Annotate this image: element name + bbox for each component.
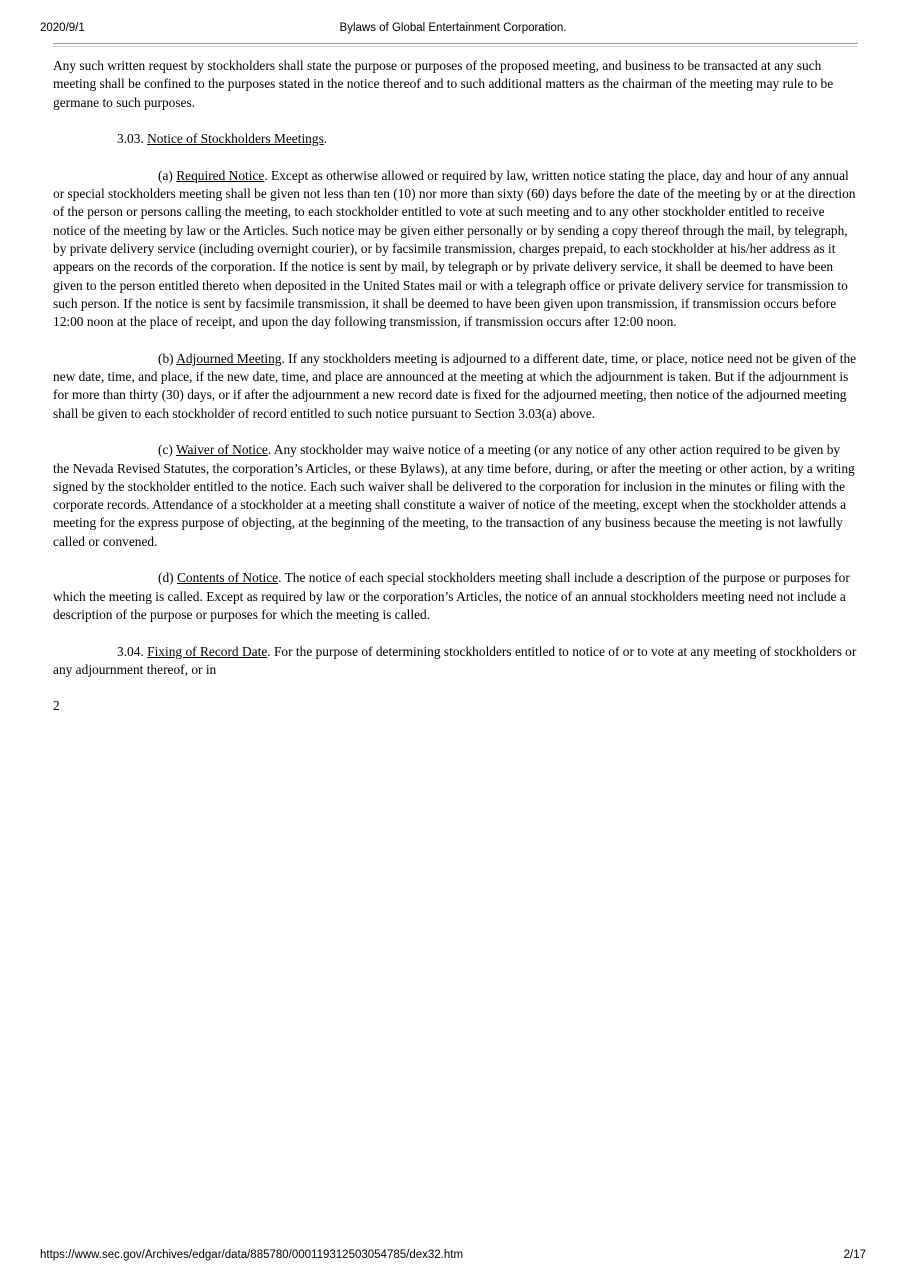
page-number: 2 [53,698,60,714]
document-body [53,57,859,734]
section-3-04-fixing-record-date [53,643,859,680]
section-title-end: . [323,131,328,147]
intro-paragraph: Any such written request by stockholders shall state the purpose or purposes of the proposed meeting, and business to be transacted at any such meeting shall be confined to the purposes stated in the notice thereof and to such additional matters as the chairman of the meeting may rule to be germane to such purposes. [53,58,834,110]
subsection-title: Waiver of Notice [175,442,268,458]
subsection-title: Contents of Notice [176,570,279,586]
subsection-text: . Except as otherwise allowed or required by law, written notice stating the place, day and hour of any annual or special stockholders meeting shall be given not less than ten (10) nor more than sixty (60) days before the date of the meeting by or at the direction of the person or persons calling the meeting, to each stockholder entitled to vote at such meeting and to any other stockholder entitled to receive notice of the meeting by law or the Articles. Such notice may be given either personally or by sending a copy thereof through the mail, by telegraph, by private delivery service (including overnight courier), or by facsimile transmission, charges prepaid, to each stockholder at his/her address as it appears on the records of the corporation. If the notice is sent by mail, by telegraph or by private delivery service, it shall be deemed to have been given to the person entitled thereto when deposited in the United States mail or with a telegraph office or private delivery service for transmission to such person. If the notice is sent by facsimile transmission, it shall be deemed to have been given upon transmission, if transmission occurs before 12:00 noon at the place of receipt, and upon the day following transmission, if transmission occurs after 12:00 noon. [53,167,856,330]
subsection-label: (b) [158,350,177,366]
subsection-title: Required Notice [176,167,265,183]
source-url: https://www.sec.gov/Archives/edgar/data/885780/000119312503054785/dex32.htm [40,1249,464,1261]
subsection-a-required-notice [53,167,859,332]
document-title: Bylaws of Global Entertainment Corporation. [339,22,567,34]
section-title: Fixing of Record Date [147,643,268,659]
subsection-d-contents-of-notice [53,569,859,624]
section-number: 3.04. [117,643,148,659]
subsection-text: . If any stockholders meeting is adjourned to a different date, time, or place, notice need not be given of the new date, time, and place, if the new date, time, and place are announced at the meeting at which the adjournment is taken. But if the adjournment is for more than thirty (30) days, or if after the adjournment a new record date is fixed for the adjourned meeting, then notice of the adjourned meeting shall be given to each stockholder of record entitled to such notice pursuant to Section 3.03(a) above. [53,350,857,421]
subsection-text: . The notice of each special stockholders meeting shall include a description of the purpose or purposes for which the meeting is called. Except as required by law or the corporation’s Articles, the notice of an annual stockholders meeting need not include a description of the purpose or purposes for which the meeting is called. [53,570,850,622]
subsection-c-waiver-of-notice [53,441,859,551]
subsection-label: (a) [158,167,177,183]
section-number: 3.03. [117,131,148,147]
print-date: 2020/9/1 [40,22,85,34]
section-title: Notice of Stockholders Meetings [147,131,324,147]
page-counter: 2/17 [843,1249,866,1261]
subsection-text: . Any stockholder may waive notice of a meeting (or any notice of any other action required to be given by the Nevada Revised Statutes, the corporation’s Articles, or these Bylaws), at any time before, during, or after the meeting or other action, by a writing signed by the stockholder entitled to the notice. Each such waiver shall be delivered to the corporation for inclusion in the minutes or filing with the corporate records. Attendance of a stockholder at a meeting shall constitute a waiver of notice of the meeting, except when the stockholder attends a meeting for the express purpose of objecting, at the beginning of the meeting, to the transaction of any business because the meeting is not lawfully called or convened. [53,442,855,549]
section-3-03-heading [53,130,859,148]
section-text: . For the purpose of determining stockholders entitled to notice of or to vote at any meeting of stockholders or any adjournment thereof, or in [53,643,857,677]
print-footer [40,1249,866,1265]
print-header [40,22,866,38]
subsection-title: Adjourned Meeting [176,350,282,366]
subsection-label: (c) [158,442,176,458]
subsection-label: (d) [158,570,177,586]
subsection-b-adjourned-meeting [53,350,859,423]
header-divider [53,43,858,47]
